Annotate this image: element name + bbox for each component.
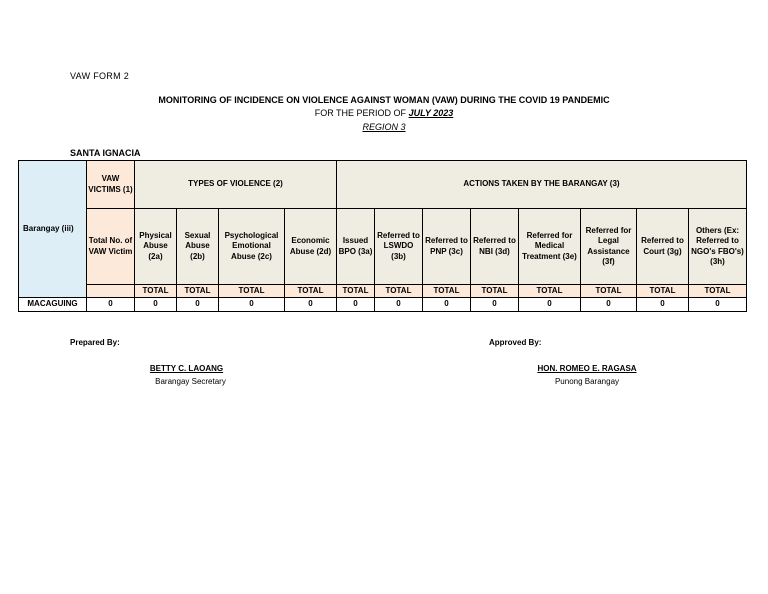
types-of-violence-header: TYPES OF VIOLENCE (2): [135, 161, 337, 209]
total-label: TOTAL: [285, 285, 337, 298]
total-label: TOTAL: [581, 285, 637, 298]
approved-by-position: Punong Barangay: [554, 377, 620, 386]
col-header: Others (Ex: Referred to NGO's FBO's) (3h): [689, 209, 747, 285]
table-cell: 0: [177, 298, 219, 312]
total-label: TOTAL: [135, 285, 177, 298]
table-cell: 0: [581, 298, 637, 312]
total-label: TOTAL: [375, 285, 423, 298]
table-cell: 0: [423, 298, 471, 312]
total-label: TOTAL: [423, 285, 471, 298]
total-label: TOTAL: [689, 285, 747, 298]
col-header: Referred for Legal Assistance (3f): [581, 209, 637, 285]
total-label: TOTAL: [219, 285, 285, 298]
table-cell: 0: [285, 298, 337, 312]
approved-by-name: HON. ROMEO E. RAGASA: [537, 364, 637, 373]
period-value: JULY 2023: [408, 108, 454, 118]
table-row: [19, 298, 747, 312]
region-label: REGION 3: [362, 122, 406, 132]
col-header: Economic Abuse (2d): [285, 209, 337, 285]
table-cell: 0: [219, 298, 285, 312]
municipality-label: SANTA IGNACIA: [70, 148, 141, 158]
col-header: Referred to LSWDO (3b): [375, 209, 423, 285]
vaw-table: [18, 160, 747, 312]
total-label: TOTAL: [337, 285, 375, 298]
table-cell: 0: [87, 298, 135, 312]
table-cell: 0: [337, 298, 375, 312]
barangay-header: Barangay (iii): [19, 161, 87, 298]
prepared-by-label: Prepared By:: [70, 338, 120, 347]
form-code: VAW FORM 2: [70, 71, 129, 81]
total-label: TOTAL: [471, 285, 519, 298]
table-cell: 0: [519, 298, 581, 312]
period-prefix: FOR THE PERIOD OF: [314, 108, 407, 118]
col-header: Referred to NBI (3d): [471, 209, 519, 285]
total-label: TOTAL: [637, 285, 689, 298]
prepared-by-name: BETTY C. LAOANG: [149, 364, 224, 373]
table-cell: 0: [135, 298, 177, 312]
table-cell: 0: [689, 298, 747, 312]
barangay-name: MACAGUING: [19, 298, 87, 312]
col-header: Physical Abuse (2a): [135, 209, 177, 285]
col-header: Referred to Court (3g): [637, 209, 689, 285]
report-period: [0, 108, 768, 118]
total-label: TOTAL: [519, 285, 581, 298]
col-header: Issued BPO (3a): [337, 209, 375, 285]
col-header: Total No. of VAW Victim: [87, 209, 135, 285]
table-cell: 0: [637, 298, 689, 312]
vaw-victims-header: VAW VICTIMS (1): [87, 161, 135, 209]
actions-taken-header: ACTIONS TAKEN BY THE BARANGAY (3): [337, 161, 747, 209]
table-cell: 0: [471, 298, 519, 312]
col-header: Sexual Abuse (2b): [177, 209, 219, 285]
report-title: MONITORING OF INCIDENCE ON VIOLENCE AGAINST WOMAN (VAW) DURING THE COVID 19 PANDEMIC: [158, 95, 610, 105]
approved-by-label: Approved By:: [489, 338, 542, 347]
total-label: TOTAL: [177, 285, 219, 298]
prepared-by-position: Barangay Secretary: [155, 377, 226, 386]
col-header: Psychological Emotional Abuse (2c): [219, 209, 285, 285]
table-cell: 0: [375, 298, 423, 312]
col-header: Referred to PNP (3c): [423, 209, 471, 285]
total-blank-cell: [87, 285, 135, 298]
col-header: Referred for Medical Treatment (3e): [519, 209, 581, 285]
